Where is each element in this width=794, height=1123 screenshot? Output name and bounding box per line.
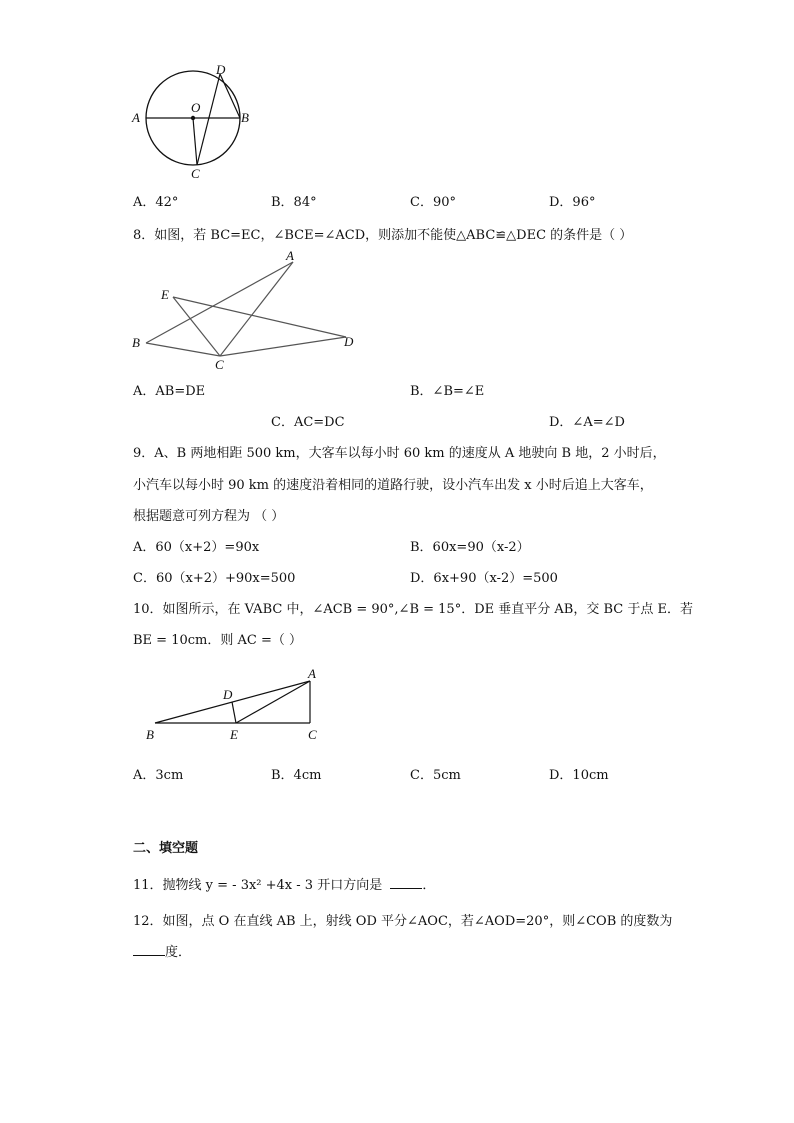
q7-option-d: D．96° xyxy=(549,195,596,210)
q11-question xyxy=(133,874,435,893)
answer-blank xyxy=(133,943,165,956)
q9-line3: 根据题意可列方程为 （ ） xyxy=(133,509,285,524)
q10-option-a: A．3cm xyxy=(133,768,184,783)
q9-line1: 9．A、B 两地相距 500 km，大客车以每小时 60 km 的速度从 A 地驶向 B 地，2 小时后， xyxy=(133,446,666,461)
q10-option-c: C．5cm xyxy=(410,768,461,783)
q8-option-b: B．∠B=∠E xyxy=(410,384,485,399)
label-c: C xyxy=(191,166,200,181)
q7-option-a: A．42° xyxy=(133,195,179,210)
q10-option-d: D．10cm xyxy=(549,768,609,783)
label-d: D xyxy=(223,687,233,702)
label-b: B xyxy=(132,335,140,350)
q9-option-c: C．60（x+2）+90x=500 xyxy=(133,571,296,586)
q10-option-b: B．4cm xyxy=(271,768,322,783)
q9-option-a: A．60（x+2）=90x xyxy=(133,540,260,555)
q7-option-c: C．90° xyxy=(410,195,456,210)
label-c: C xyxy=(308,727,317,742)
label-a: A xyxy=(286,248,294,263)
label-b: B xyxy=(241,110,249,125)
q10-line2: BE = 10cm．则 AC =（ ） xyxy=(133,633,302,648)
q12-line1: 12．如图，点 O 在直线 AB 上，射线 OD 平分∠AOC，若∠AOD=20°，则∠COB 的度数为 xyxy=(133,914,673,929)
q11-end: ． xyxy=(422,878,436,893)
label-b: B xyxy=(146,727,154,742)
q12-line2 xyxy=(133,941,191,960)
label-d: D xyxy=(216,62,226,77)
triangle-figure-q10 xyxy=(140,665,340,745)
section-title: 二、填空题 xyxy=(133,841,199,856)
label-o: O xyxy=(191,100,201,115)
q12-line2-end: 度． xyxy=(165,945,192,960)
q8-option-c: C．AC=DC xyxy=(271,415,345,430)
label-a: A xyxy=(132,110,140,125)
q7-option-b: B．84° xyxy=(271,195,317,210)
q8-option-a: A．AB=DE xyxy=(133,384,206,399)
label-e: E xyxy=(161,287,169,302)
label-d: D xyxy=(344,334,354,349)
q8-option-d: D．∠A=∠D xyxy=(549,415,625,430)
label-e: E xyxy=(230,727,238,742)
answer-blank xyxy=(390,876,422,889)
q9-option-b: B．60x=90（x-2） xyxy=(410,540,530,555)
label-c: C xyxy=(215,357,224,372)
circle-figure xyxy=(128,60,258,185)
triangle-figure-q8 xyxy=(128,248,368,373)
q9-line2: 小汽车以每小时 90 km 的速度沿着相同的道路行驶，设小汽车出发 x 小时后追上大客车， xyxy=(133,478,653,493)
q8-question: 8．如图，若 BC=EC，∠BCE=∠ACD，则添加不能使△ABC≌△DEC 的条件是（ ） xyxy=(133,228,633,243)
label-a: A xyxy=(308,666,316,681)
q9-option-d: D．6x+90（x-2）=500 xyxy=(410,571,558,586)
q10-line1: 10．如图所示，在 VABC 中，∠ACB = 90°,∠B = 15°．DE 垂直平分 AB，交 BC 于点 E．若 xyxy=(133,602,693,617)
q11-text: 11．抛物线 y = - 3x² +4x - 3 开口方向是 xyxy=(133,878,383,893)
